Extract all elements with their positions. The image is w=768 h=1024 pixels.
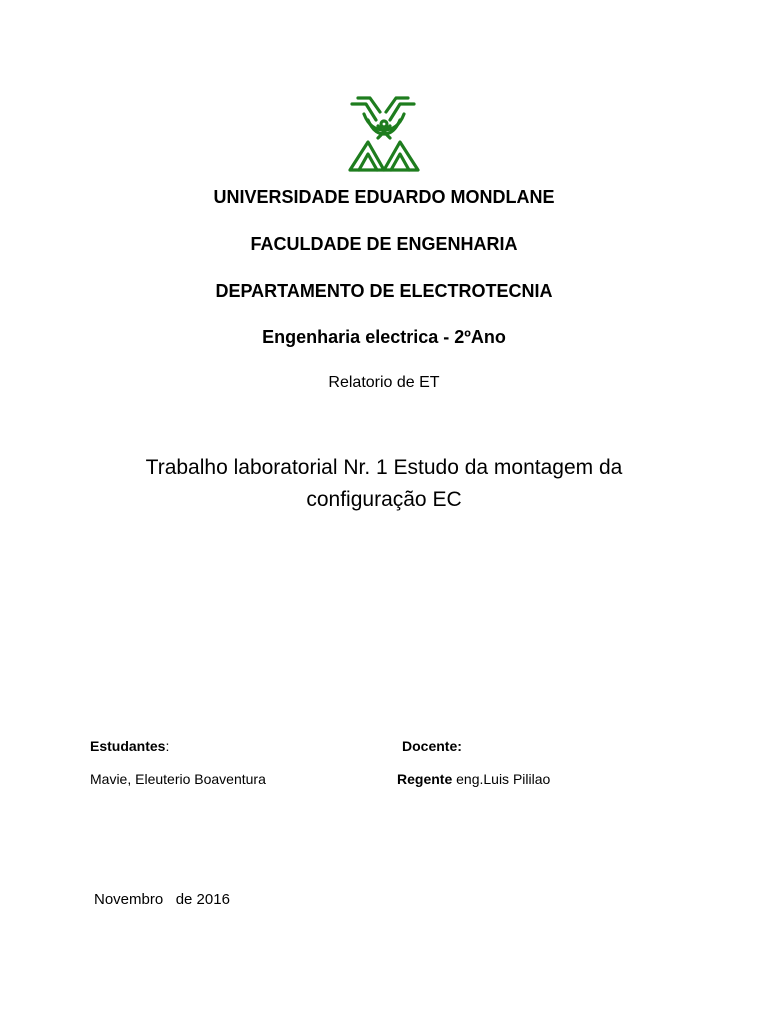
students-label-text: Estudantes bbox=[90, 738, 166, 754]
course-name: Engenharia electrica - 2ºAno bbox=[262, 327, 506, 347]
students-label bbox=[90, 738, 169, 754]
student-name: Mavie, Eleuterio Boaventura bbox=[90, 771, 266, 787]
document-date: Novembro de 2016 bbox=[94, 891, 230, 908]
regente-line bbox=[397, 771, 550, 787]
title-line-2: configuração EC bbox=[306, 488, 462, 511]
uem-crest-icon bbox=[340, 90, 428, 176]
regente-name: eng.Luis Pililao bbox=[452, 771, 551, 787]
document-title bbox=[0, 452, 768, 516]
university-name: UNIVERSIDADE EDUARDO MONDLANE bbox=[213, 187, 555, 207]
report-type: Relatorio de ET bbox=[328, 374, 440, 391]
faculty-name: FACULDADE DE ENGENHARIA bbox=[250, 234, 518, 254]
teacher-label: Docente: bbox=[402, 738, 462, 754]
department-name: DEPARTAMENTO DE ELECTROTECNIA bbox=[215, 281, 553, 301]
title-line-1: Trabalho laboratorial Nr. 1 Estudo da montagem da bbox=[145, 456, 623, 479]
university-logo bbox=[340, 90, 428, 176]
regente-role: Regente bbox=[397, 771, 453, 787]
students-label-separator: : bbox=[165, 738, 170, 754]
